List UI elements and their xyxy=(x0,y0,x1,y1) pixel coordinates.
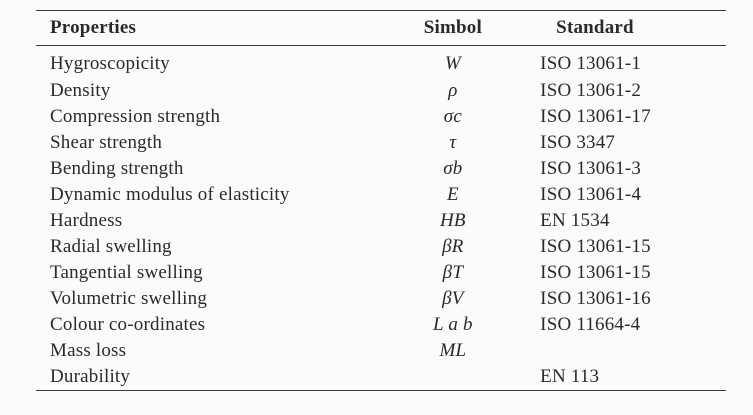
table-row xyxy=(36,156,726,182)
property-cell: Hygroscopicity xyxy=(50,53,170,74)
property-cell: Hardness xyxy=(50,210,123,231)
table-row xyxy=(36,208,726,234)
header-properties: Properties xyxy=(50,17,137,38)
standard-cell: ISO 3347 xyxy=(540,132,616,153)
property-cell: Dynamic modulus of elasticity xyxy=(50,184,290,205)
symbol-cell: βV xyxy=(442,288,464,309)
property-cell: Volumetric swelling xyxy=(50,288,208,309)
property-cell: Mass loss xyxy=(50,340,127,361)
symbol-cell: E xyxy=(446,184,459,205)
header-symbol: Simbol xyxy=(423,17,482,38)
standard-cell: ISO 13061-17 xyxy=(540,106,651,127)
standard-cell: ISO 11664-4 xyxy=(540,314,641,335)
header-row xyxy=(36,11,726,46)
table-row xyxy=(36,234,726,260)
table-row xyxy=(36,260,726,286)
symbol-cell: σb xyxy=(443,158,463,179)
standard-cell: ISO 13061-4 xyxy=(540,184,642,205)
standard-cell: ISO 13061-16 xyxy=(540,288,651,309)
symbol-cell: HB xyxy=(440,210,466,231)
property-cell: Tangential swelling xyxy=(50,262,203,283)
symbol-cell: βR xyxy=(442,236,464,257)
standard-cell xyxy=(520,338,726,364)
standard-cell: ISO 13061-2 xyxy=(540,80,642,101)
symbol-cell: βT xyxy=(442,262,464,283)
table-row xyxy=(36,312,726,338)
standard-cell: ISO 13061-1 xyxy=(540,53,642,74)
symbol-cell: ρ xyxy=(448,80,458,101)
symbol-cell: L a b xyxy=(433,314,473,335)
property-cell: Shear strength xyxy=(50,132,163,153)
property-cell: Compression strength xyxy=(50,106,221,127)
header-standard: Standard xyxy=(556,17,634,38)
property-cell: Density xyxy=(50,80,111,101)
table-row xyxy=(36,338,726,364)
table-body xyxy=(36,46,726,391)
property-cell: Bending strength xyxy=(50,158,184,179)
property-cell: Durability xyxy=(50,366,131,387)
standard-cell: EN 1534 xyxy=(540,210,610,231)
properties-table xyxy=(36,10,726,391)
standard-cell: ISO 13061-15 xyxy=(540,236,651,257)
table-header xyxy=(36,11,726,46)
standard-cell: EN 113 xyxy=(540,366,600,387)
standard-cell: ISO 13061-3 xyxy=(540,158,642,179)
symbol-cell xyxy=(386,364,521,391)
table-row xyxy=(36,104,726,130)
symbol-cell: τ xyxy=(449,132,457,153)
table-row xyxy=(36,130,726,156)
symbol-cell: W xyxy=(444,53,461,74)
table-row xyxy=(36,78,726,104)
table-row xyxy=(36,46,726,79)
symbol-cell: σc xyxy=(443,106,462,127)
symbol-cell: ML xyxy=(439,340,467,361)
property-cell: Radial swelling xyxy=(50,236,172,257)
property-cell: Colour co-ordinates xyxy=(50,314,206,335)
table-row xyxy=(36,286,726,312)
table-row xyxy=(36,182,726,208)
table-row xyxy=(36,364,726,391)
standard-cell: ISO 13061-15 xyxy=(540,262,651,283)
